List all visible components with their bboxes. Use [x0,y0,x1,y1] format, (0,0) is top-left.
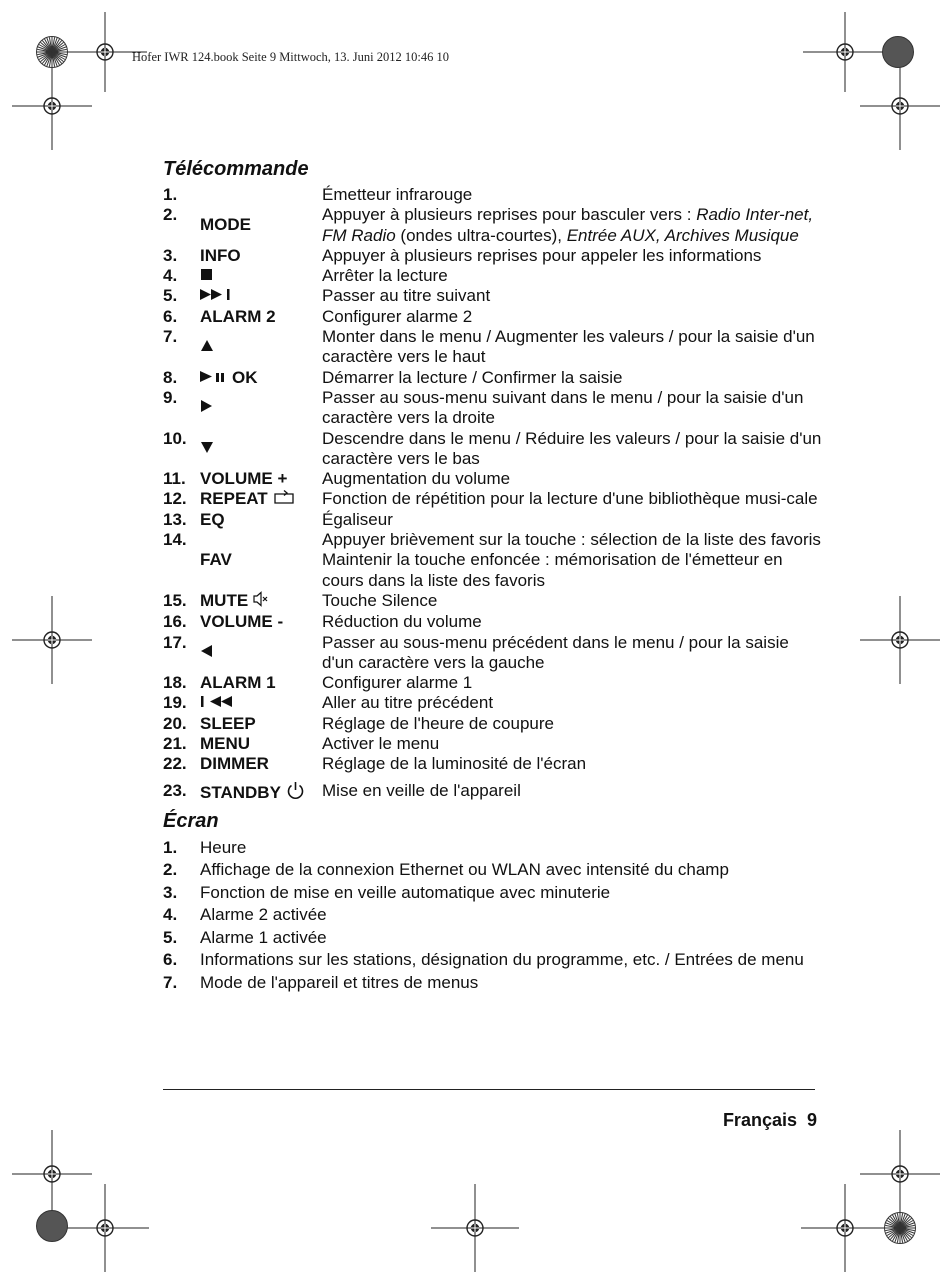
description-text: Appuyer à plusieurs reprises pour basculer vers : [322,205,697,225]
key-label: EQ [200,509,225,529]
screen-item-text: Affichage de la connexion Ethernet ou WLAN avec intensité du champ [200,860,729,880]
key-name [200,368,322,388]
key-name [200,591,322,612]
key-name [200,307,322,327]
key-label: SLEEP [200,713,256,733]
key-name [200,286,322,306]
description-text: Activer le menu [322,734,440,754]
key-name [200,266,322,286]
key-description [322,781,823,805]
gray-dot-mark [881,35,915,69]
item-number: 3. [163,882,178,902]
screen-item-text: Heure [200,837,247,857]
key-description [322,246,823,266]
key-description [322,286,823,306]
key-description [322,673,823,693]
item-number: 18. [163,673,187,693]
item-number: 21. [163,734,187,754]
screen-item-row [163,927,823,950]
description-text: Configurer alarme 2 [322,306,473,326]
key-description [322,388,823,429]
key-description [322,307,823,327]
key-name [200,693,322,713]
registration-mark [801,1184,889,1272]
remote-key-row [163,591,823,612]
key-name [200,388,322,429]
key-name [200,530,322,591]
screen-item-list [163,837,823,995]
key-description [322,205,823,246]
key-name [200,781,322,805]
key-label: VOLUME + [200,469,288,489]
description-text: Passer au sous-menu suivant dans le menu / pour la saisie d'un caractère vers la droite [322,387,804,428]
remote-key-row [163,368,823,388]
screen-item-row [163,859,823,882]
remote-key-row [163,307,823,327]
previous-track-icon [200,693,232,713]
item-number: 6. [163,950,178,970]
screen-item-text: Alarme 1 activée [200,927,327,947]
key-description [322,754,823,774]
item-number: 5. [163,927,178,947]
key-name [200,205,322,246]
key-label: INFO [200,245,241,265]
item-number: 7. [163,972,178,992]
key-label: REPEAT [200,489,268,509]
key-description [322,530,823,591]
remote-key-row [163,205,823,246]
key-label: FAV [200,550,232,570]
screen-item-text: Mode de l'appareil et titres de menus [200,972,479,992]
key-name [200,510,322,530]
description-text: Réduction du volume [322,612,482,632]
remote-key-row [163,781,823,805]
page-content [163,157,823,994]
key-name [200,327,322,368]
next-track-icon [200,286,232,306]
item-number: 1. [163,185,178,204]
power-icon [286,781,305,805]
registration-mark [860,596,940,684]
key-label: MENU [200,734,251,754]
remote-key-row [163,469,823,489]
screen-item-row [163,882,823,905]
remote-key-row [163,530,823,591]
gray-dot-mark [35,1209,69,1243]
key-description [322,633,823,674]
item-number: 19. [163,693,187,713]
description-text: Arrêter la lecture [322,266,448,286]
screen-item-text: Informations sur les stations, désignation du programme, etc. / Entrées de menu [200,950,804,970]
remote-key-row [163,714,823,734]
item-number: 8. [163,367,178,387]
description-text: Mise en veille de l'appareil [322,780,521,800]
remote-key-list [163,185,823,805]
description-text: Réglage de l'heure de coupure [322,713,554,733]
remote-key-row [163,327,823,368]
key-name [200,185,322,205]
screen-section-title: Écran [163,809,219,832]
item-number: 5. [163,286,178,306]
screen-item-text: Alarme 2 activée [200,905,327,925]
item-number: 1. [163,837,178,857]
key-label: MUTE [200,591,249,611]
description-text: Émetteur infrarouge [322,185,473,204]
key-label: OK [232,367,258,387]
remote-key-row [163,734,823,754]
footer-language: Français [722,1110,797,1130]
item-number: 23. [163,780,187,800]
screen-item-row [163,972,823,995]
description-text: Aller au titre précédent [322,693,494,713]
key-label: DIMMER [200,754,269,774]
remote-key-row [163,612,823,632]
item-number: 14. [163,530,187,550]
key-name [200,429,322,470]
description-text: Fonction de répétition pour la lecture d'une bibliothèque musi-cale [322,489,818,509]
registration-mark [431,1184,519,1272]
remote-key-row [163,754,823,774]
item-number: 7. [163,327,178,347]
key-description [322,327,823,368]
description-text: Réglage de la luminosité de l'écran [322,754,587,774]
key-description [322,469,823,489]
arrow-up-icon [200,337,214,357]
key-name [200,489,322,509]
arrow-left-icon [200,643,213,663]
page-number: 9 [806,1110,817,1130]
item-number: 3. [163,245,178,265]
screen-item-row [163,904,823,927]
description-text: Maintenir la touche enfoncée : mémorisation de l'émetteur en cours dans la liste des favoris [322,550,783,590]
description-italic: Radio Inter-net, FM Radio [322,205,814,245]
repeat-icon [273,489,295,509]
item-number: 20. [163,713,187,733]
key-label: ALARM 1 [200,673,276,693]
key-description [322,489,823,509]
remote-key-row [163,510,823,530]
starburst-mark [883,1211,917,1245]
registration-mark [12,62,92,150]
description-text: Passer au titre suivant [322,286,491,306]
item-number: 13. [163,509,187,529]
description-text: Augmentation du volume [322,469,511,489]
description-text: (ondes ultra-courtes), [395,225,567,245]
key-label: VOLUME - [200,612,284,632]
mute-icon [253,591,269,612]
item-number: 4. [163,266,178,286]
key-label: STANDBY [200,782,281,802]
remote-key-row [163,489,823,509]
key-description [322,368,823,388]
item-number: 11. [163,469,186,489]
item-number: 2. [163,860,178,880]
starburst-mark [35,35,69,69]
key-name [200,633,322,674]
footer-divider [163,1089,815,1090]
arrow-down-icon [200,439,214,459]
description-text: Configurer alarme 1 [322,673,473,693]
item-number: 4. [163,905,178,925]
key-name [200,734,322,754]
key-description [322,510,823,530]
key-description [322,693,823,713]
description-text: Appuyer brièvement sur la touche : sélection de la liste des favoris [322,530,821,550]
item-number: 22. [163,754,187,774]
key-name [200,246,322,266]
remote-key-row [163,673,823,693]
description-text: Passer au sous-menu précédent dans le menu / pour la saisie d'un caractère vers la gauche [322,632,789,672]
remote-key-row [163,429,823,470]
description-text: Appuyer à plusieurs reprises pour appeler les informations [322,245,762,265]
item-number: 6. [163,306,178,326]
description-text: Démarrer la lecture / Confirmer la saisie [322,367,623,387]
item-number: 17. [163,632,187,652]
screen-item-row [163,949,823,972]
item-number: 16. [163,612,187,632]
item-number: 12. [163,489,187,509]
description-text: Monter dans le menu / Augmenter les valeurs / pour la saisie d'un caractère vers le haut [322,327,815,367]
item-number: 2. [163,205,178,225]
key-name [200,469,322,489]
remote-key-row [163,185,823,205]
item-number: 10. [163,428,187,448]
screen-item-text: Fonction de mise en veille automatique avec minuterie [200,882,611,902]
key-description [322,734,823,754]
key-description [322,429,823,470]
stop-icon [200,266,213,286]
item-number: 9. [163,387,178,407]
play-pause-icon [200,368,227,388]
arrow-right-icon [200,398,213,418]
key-description [322,185,823,205]
registration-mark [12,596,92,684]
remote-key-row [163,633,823,674]
key-description [322,591,823,612]
key-label: ALARM 2 [200,306,276,326]
key-description [322,266,823,286]
registration-mark [860,62,940,150]
page-footer [723,1110,817,1131]
key-name [200,754,322,774]
registration-mark [61,1184,149,1272]
description-text: Touche Silence [322,590,438,610]
item-number: 15. [163,590,187,610]
key-name [200,673,322,693]
key-description [322,714,823,734]
print-slug: Hofer IWR 124.book Seite 9 Mittwoch, 13. Juni 2012 10:46 10 [132,50,449,64]
description-text: Descendre dans le menu / Réduire les valeurs / pour la saisie d'un caractère vers le bas [322,428,822,468]
key-label: MODE [200,215,251,235]
remote-key-row [163,286,823,306]
screen-item-row [163,837,823,860]
remote-key-row [163,693,823,713]
remote-key-row [163,246,823,266]
key-name [200,714,322,734]
key-description [322,612,823,632]
description-italic: Entrée AUX, Archives Musique [566,225,799,245]
remote-key-row [163,388,823,429]
description-text: Égaliseur [322,509,393,529]
remote-key-row [163,266,823,286]
remote-section-title: Télécommande [163,158,309,180]
key-name [200,612,322,632]
